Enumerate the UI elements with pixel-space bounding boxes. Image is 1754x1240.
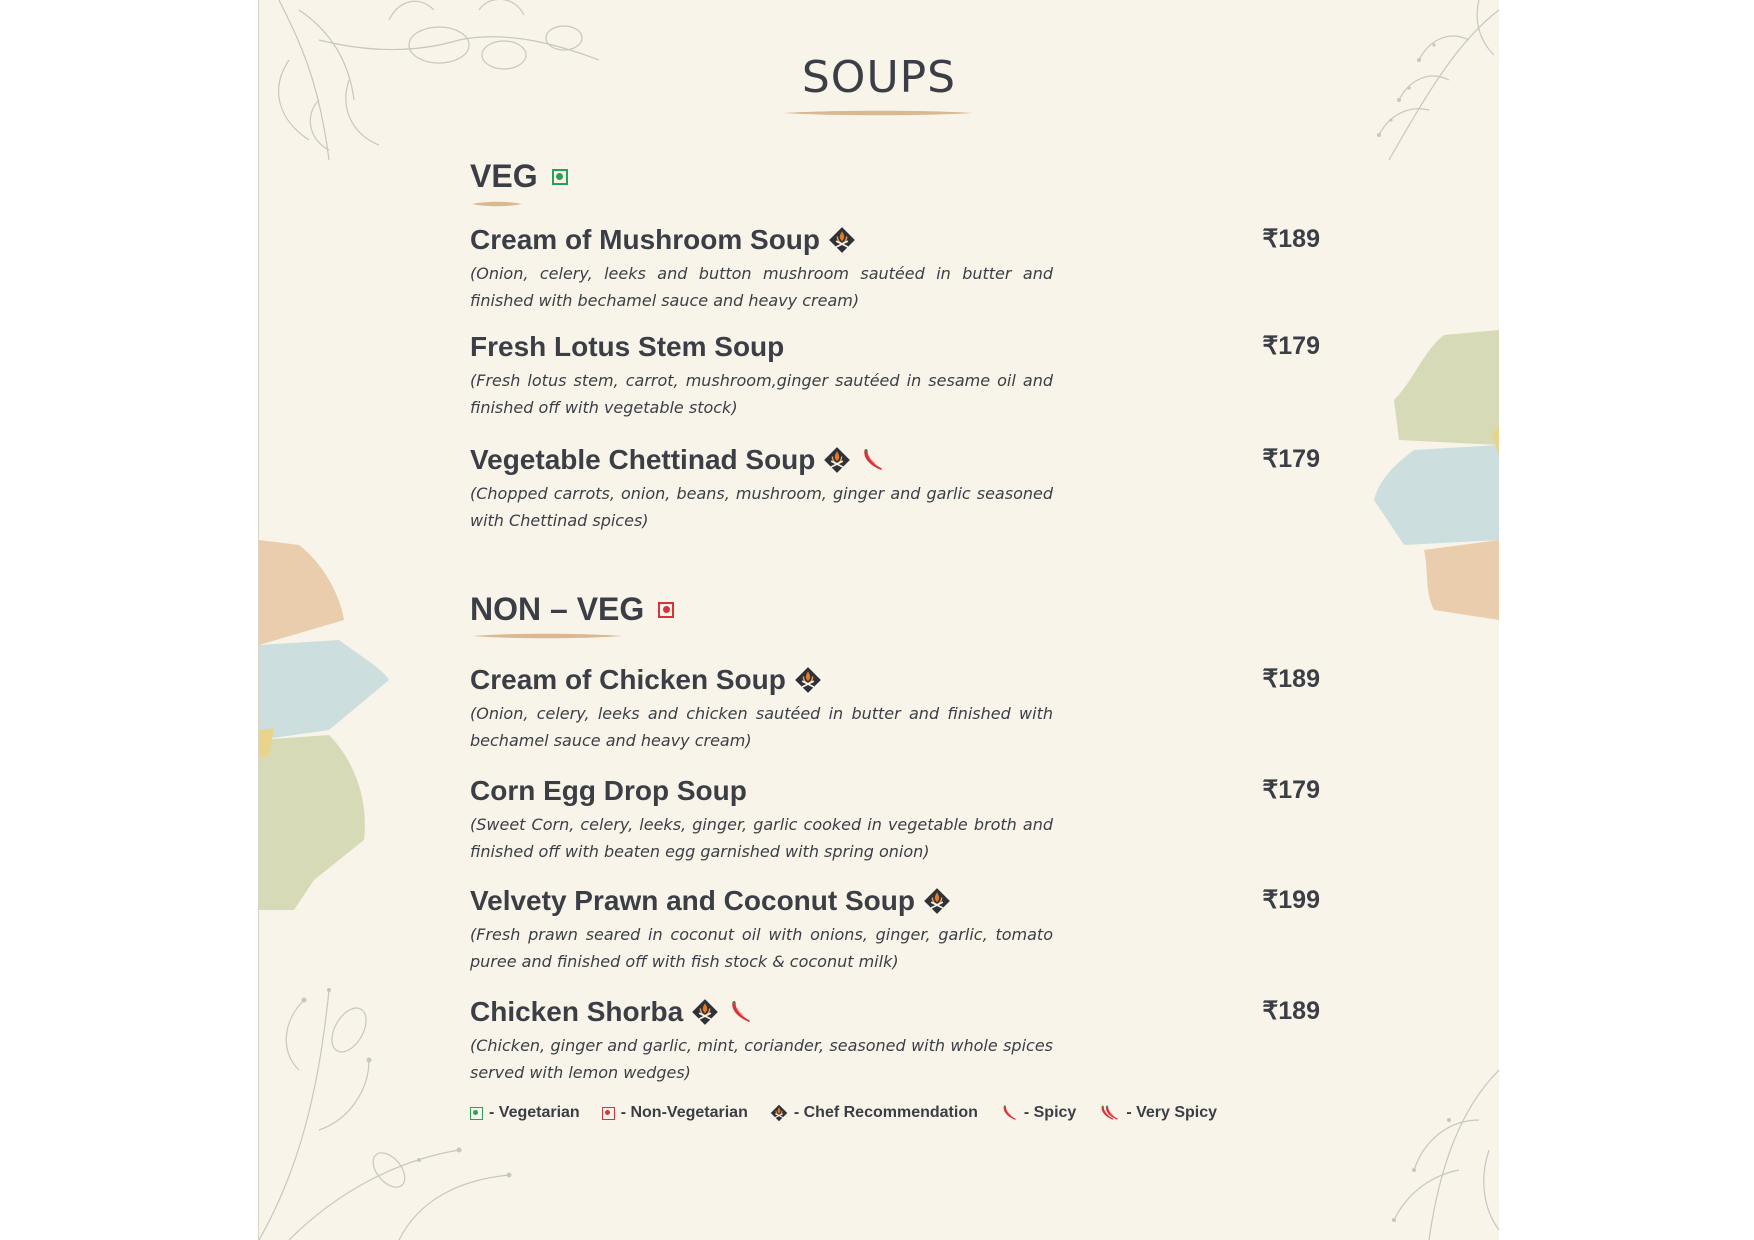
item-description: (Chopped carrots, onion, beans, mushroom, ginger and garlic seasoned with Chettinad spices) [470,484,1053,530]
veg-mark-icon [552,169,568,185]
item-name: Fresh Lotus Stem Soup [470,331,785,362]
chef-recommendation-icon [823,446,851,474]
legend-label: - Non-Vegetarian [620,1104,748,1121]
item-name: Vegetable Chettinad Soup [470,444,816,475]
item-description: (Fresh prawn seared in coconut oil with onions, ginger, garlic, tomato puree and finished off with fish stock & coconut milk) [470,925,1053,971]
page-title: SOUPS [801,52,957,103]
menu-item [470,329,1320,421]
section-heading-label: VEG [470,158,538,194]
spicy-icon [1000,1104,1018,1122]
item-price: ₹189 [1262,225,1320,253]
item-name: Velvety Prawn and Coconut Soup [470,885,915,916]
item-name: Cream of Mushroom Soup [470,224,821,255]
menu-item [470,994,1320,1086]
legend-label: - Very Spicy [1126,1104,1218,1121]
item-description: (Fresh lotus stem, carrot, mushroom,ginger sautéed in sesame oil and finished off with vegetable stock) [470,371,1053,417]
menu-item [470,222,1320,314]
item-price: ₹179 [1262,332,1320,360]
item-description: (Chicken, ginger and garlic, mint, coriander, seasoned with whole spices served with lemon wedges) [470,1036,1053,1082]
section-heading-label: NON – VEG [470,591,645,627]
chef-recommendation-icon [794,666,822,694]
menu-item [470,883,1320,975]
item-price: ₹189 [1262,997,1320,1025]
menu-item [470,773,1320,865]
section-heading-nonveg [470,591,674,628]
item-description: (Sweet Corn, celery, leeks, ginger, garlic cooked in vegetable broth and finished off with beaten egg garnished with spring onion) [470,815,1053,861]
floral-decoration-icon [1339,1050,1499,1240]
legend-item-chef-recommendation [770,1104,978,1122]
very-spicy-icon [1098,1104,1120,1122]
chef-recommendation-icon [770,1104,788,1122]
menu-item [470,662,1320,754]
item-price: ₹199 [1262,886,1320,914]
item-price: ₹189 [1262,665,1320,693]
legend-item-spicy [1000,1104,1076,1122]
nonveg-mark-icon [658,602,674,618]
spicy-icon [859,447,885,473]
menu-item [470,442,1320,534]
item-name: Corn Egg Drop Soup [470,775,747,806]
legend-label: - Spicy [1023,1104,1077,1121]
item-description: (Onion, celery, leeks and button mushroom sautéed in butter and finished with bechamel sauce and heavy cream) [470,264,1053,310]
item-price: ₹179 [1262,445,1320,473]
spicy-icon [727,999,753,1025]
chef-recommendation-icon [923,887,951,915]
item-name: Cream of Chicken Soup [470,664,786,695]
item-description: (Onion, celery, leeks and chicken sautéed in butter and finished with bechamel sauce and heavy cream) [470,704,1053,750]
legend [470,1104,1239,1122]
nonveg-mark-icon [602,1107,615,1120]
item-price: ₹179 [1262,776,1320,804]
legend-label: - Vegetarian [489,1104,580,1121]
chef-recommendation-icon [828,226,856,254]
legend-label: - Chef Recommendation [793,1104,978,1121]
legend-item-non-vegetarian [602,1104,748,1122]
painted-brush-strokes-icon [259,540,389,910]
legend-item-vegetarian [470,1104,580,1122]
veg-mark-icon [470,1107,483,1120]
chef-recommendation-icon [691,998,719,1026]
item-name: Chicken Shorba [470,996,684,1027]
section-underline [472,633,622,639]
title-underline [783,110,973,116]
painted-brush-strokes-icon [1374,330,1499,650]
section-heading-veg [470,158,568,195]
section-underline [472,201,522,207]
legend-item-very-spicy [1098,1104,1217,1122]
menu-page [258,0,1499,1240]
